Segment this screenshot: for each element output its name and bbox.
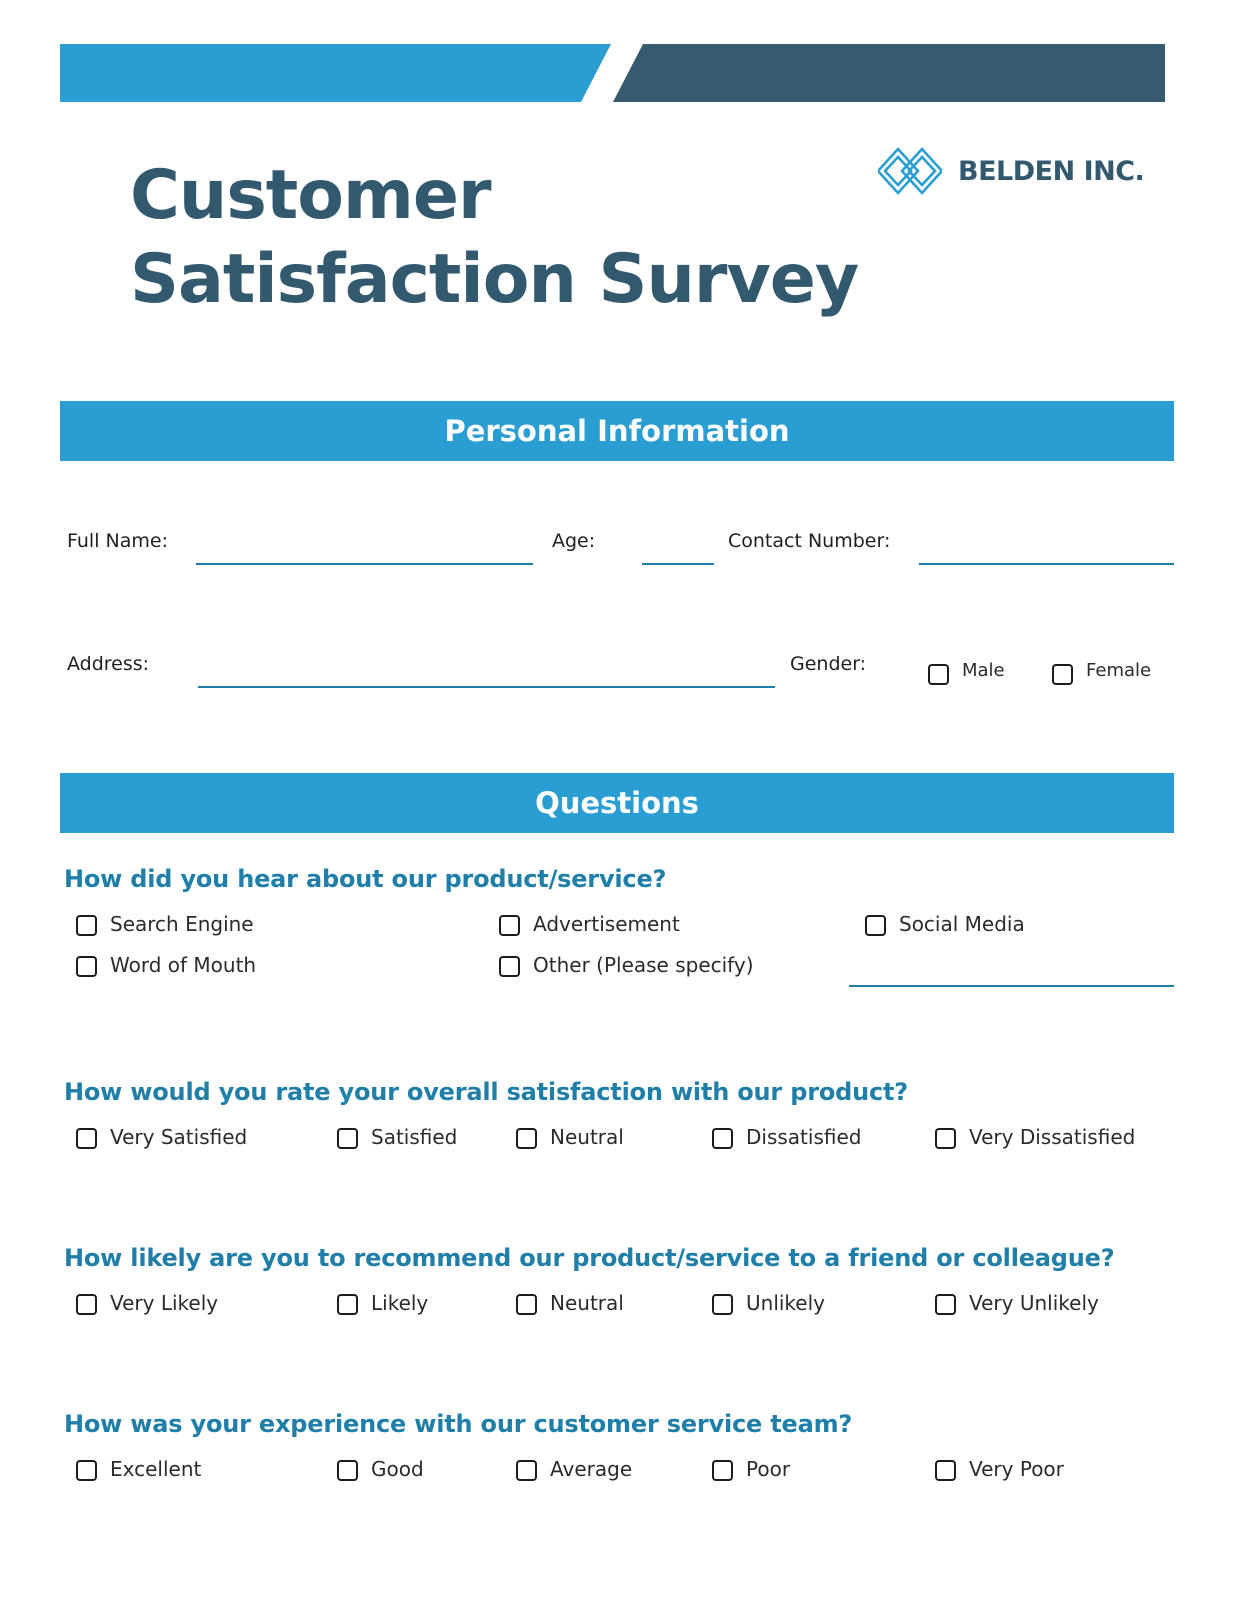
- question-1-text: How did you hear about our product/service?: [64, 865, 667, 893]
- company-name: BELDEN INC.: [958, 156, 1145, 187]
- q1-option-word-of-mouth-checkbox[interactable]: [76, 956, 97, 977]
- q4-option-label: Excellent: [110, 1457, 202, 1481]
- q4-option-very-poor-checkbox[interactable]: [935, 1460, 956, 1481]
- q2-option-label: Satisfied: [371, 1125, 458, 1149]
- q1-option-label: Social Media: [899, 912, 1025, 936]
- q4-option-label: Good: [371, 1457, 424, 1481]
- q3-option-neutral-checkbox[interactable]: [516, 1294, 537, 1315]
- question-3-text: How likely are you to recommend our product/service to a friend or colleague?: [64, 1244, 1115, 1272]
- section-questions: [60, 773, 1174, 833]
- q2-option-very-dissatisfied-checkbox[interactable]: [935, 1128, 956, 1149]
- q1-option-advertisement-checkbox[interactable]: [499, 915, 520, 936]
- q3-option-likely-checkbox[interactable]: [337, 1294, 358, 1315]
- q4-option-label: Average: [550, 1457, 633, 1481]
- q2-option-label: Very Satisfied: [110, 1125, 248, 1149]
- q3-option-label: Likely: [371, 1291, 429, 1315]
- q4-option-average-checkbox[interactable]: [516, 1460, 537, 1481]
- q4-option-label: Very Poor: [969, 1457, 1064, 1481]
- header-banner: [0, 0, 1237, 110]
- full-name-label: Full Name:: [67, 530, 168, 552]
- q1-option-other-checkbox[interactable]: [499, 956, 520, 977]
- page-title-line-1: Customer: [130, 156, 491, 235]
- q3-option-label: Very Unlikely: [969, 1291, 1099, 1315]
- q2-option-very-satisfied-checkbox[interactable]: [76, 1128, 97, 1149]
- section-title: Personal Information: [444, 414, 790, 448]
- address-field[interactable]: [198, 686, 775, 688]
- age-field[interactable]: [642, 563, 714, 565]
- question-2-text: How would you rate your overall satisfaction with our product?: [64, 1078, 909, 1106]
- gender-male-checkbox[interactable]: [928, 664, 949, 685]
- q3-option-label: Unlikely: [746, 1291, 825, 1315]
- contact-number-field[interactable]: [919, 563, 1174, 565]
- q1-other-specify-field[interactable]: [849, 985, 1174, 987]
- gender-female-checkbox[interactable]: [1052, 664, 1073, 685]
- gender-female-label: Female: [1086, 660, 1152, 681]
- q3-option-very-likely-checkbox[interactable]: [76, 1294, 97, 1315]
- gender-male-label: Male: [962, 660, 1005, 681]
- q2-option-label: Dissatisfied: [746, 1125, 862, 1149]
- full-name-field[interactable]: [196, 563, 533, 565]
- q1-option-search-engine-checkbox[interactable]: [76, 915, 97, 936]
- q1-option-social-media-checkbox[interactable]: [865, 915, 886, 936]
- q2-option-label: Very Dissatisfied: [969, 1125, 1136, 1149]
- q2-option-dissatisfied-checkbox[interactable]: [712, 1128, 733, 1149]
- q3-option-label: Neutral: [550, 1291, 624, 1315]
- q2-option-satisfied-checkbox[interactable]: [337, 1128, 358, 1149]
- q3-option-label: Very Likely: [110, 1291, 219, 1315]
- q1-option-label: Search Engine: [110, 912, 254, 936]
- q1-option-label: Word of Mouth: [110, 953, 257, 977]
- q4-option-excellent-checkbox[interactable]: [76, 1460, 97, 1481]
- q1-option-label: Other (Please specify): [533, 953, 754, 977]
- q4-option-label: Poor: [746, 1457, 791, 1481]
- section-title: Questions: [535, 786, 699, 820]
- q4-option-good-checkbox[interactable]: [337, 1460, 358, 1481]
- q3-option-unlikely-checkbox[interactable]: [712, 1294, 733, 1315]
- age-label: Age:: [552, 530, 596, 552]
- q2-option-neutral-checkbox[interactable]: [516, 1128, 537, 1149]
- q4-option-poor-checkbox[interactable]: [712, 1460, 733, 1481]
- banner-left-stripe: [60, 44, 611, 102]
- gender-label: Gender:: [790, 653, 867, 675]
- question-4-text: How was your experience with our customer service team?: [64, 1410, 853, 1438]
- q2-option-label: Neutral: [550, 1125, 624, 1149]
- address-label: Address:: [67, 653, 150, 675]
- banner-right-stripe: [613, 44, 1165, 102]
- page-title-line-2: Satisfaction Survey: [130, 240, 859, 319]
- q3-option-very-unlikely-checkbox[interactable]: [935, 1294, 956, 1315]
- q1-option-label: Advertisement: [533, 912, 680, 936]
- interlocking-diamonds-icon: [878, 146, 942, 196]
- section-personal-information: [60, 401, 1174, 461]
- contact-number-label: Contact Number:: [728, 530, 891, 552]
